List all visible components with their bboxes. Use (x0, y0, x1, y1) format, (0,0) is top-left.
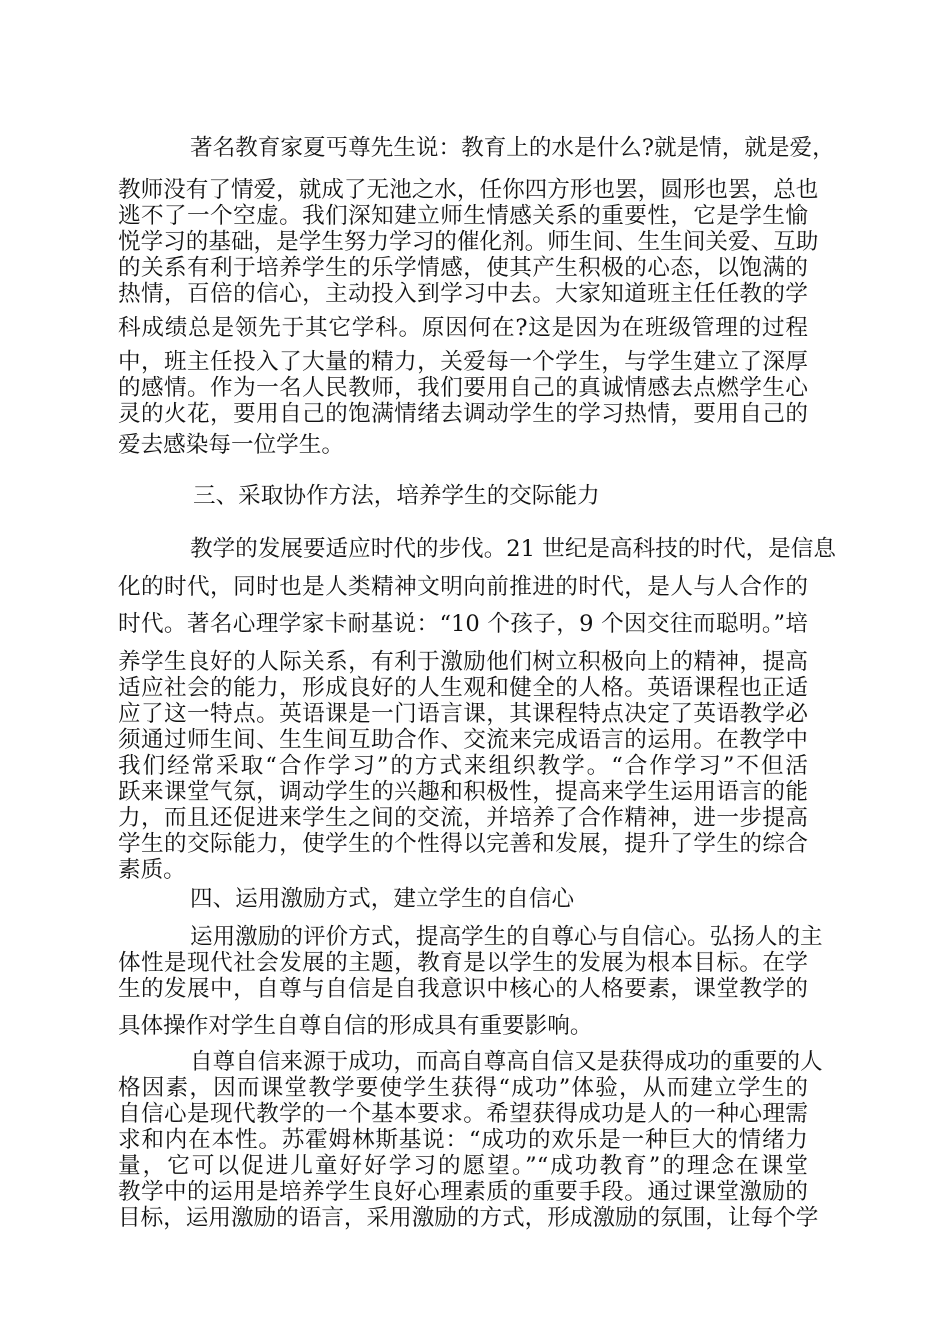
paragraph-line: 悦学习的基础，是学生努力学习的催化剂。师生间、生生间关爱、互助 (118, 229, 819, 255)
paragraph-line: 生的发展中，自尊与自信是自我意识中核心的人格要素，课堂教学的 (118, 976, 808, 1002)
paragraph-line: 学生的交际能力，使学生的个性得以完善和发展，提升了学生的综合 (118, 831, 808, 857)
paragraph-line: 应了这一特点。英语课是一门语言课，其课程特点决定了英语教学必 (118, 701, 808, 727)
paragraph-line: 教师没有了情爱，就成了无池之水，任你四方形也罢，圆形也罢，总也 (118, 177, 819, 203)
paragraph-line: 须通过师生间、生生间互助合作、交流来完成语言的运用。在教学中 (118, 727, 808, 753)
paragraph-line: 灵的火花，要用自己的饱满情绪去调动学生的学习热情，要用自己的 (118, 401, 808, 427)
paragraph-line: 中，班主任投入了大量的精力，关爱每一个学生，与学生建立了深厚 (118, 349, 808, 375)
paragraph-line: 素质。 (118, 857, 186, 883)
section-heading: 四、运用激励方式，建立学生的自信心 (190, 886, 575, 912)
paragraph-line: 具体操作对学生自尊自信的形成具有重要影响。 (118, 1013, 593, 1039)
paragraph-line: 力，而且还促进来学生之间的交流，并培养了合作精神，进一步提高 (118, 805, 808, 831)
paragraph-line: 量，它可以促进儿童好好学习的愿望。”“成功教育”的理念在课堂 (118, 1153, 808, 1179)
paragraph-line: 我们经常采取“合作学习”的方式来组织教学。“合作学习”不但活 (118, 753, 808, 779)
paragraph-line: 化的时代，同时也是人类精神文明向前推进的时代，是人与人合作的 (118, 574, 808, 600)
paragraph-line: 热情，百倍的信心，主动投入到学习中去。大家知道班主任任教的学 (118, 281, 808, 307)
paragraph-line: 的感情。作为一名人民教师，我们要用自己的真诚情感去点燃学生心 (118, 375, 808, 401)
paragraph-line: 著名教育家夏丐尊先生说：教育上的水是什么?就是情，就是爱， (190, 135, 835, 161)
paragraph-line: 适应社会的能力，形成良好的人生观和健全的人格。英语课程也正适 (118, 675, 808, 701)
paragraph-line: 运用激励的评价方式，提高学生的自尊心与自信心。弘扬人的主 (190, 924, 823, 950)
section-heading: 三、采取协作方法，培养学生的交际能力 (193, 483, 600, 509)
paragraph-line: 科成绩总是领先于其它学科。原因何在?这是因为在班级管理的过程 (118, 315, 808, 341)
paragraph-line: 跃来课堂气氛，调动学生的兴趣和积极性，提高来学生运用语言的能 (118, 779, 808, 805)
paragraph-line: 教学的发展要适应时代的步伐。21 世纪是高科技的时代，是信息 (190, 536, 836, 562)
paragraph-line: 逃不了一个空虚。我们深知建立师生情感关系的重要性，它是学生愉 (118, 203, 808, 229)
paragraph-line: 自尊自信来源于成功，而高自尊高自信又是获得成功的重要的人 (190, 1049, 823, 1075)
paragraph-line: 自信心是现代教学的一个基本要求。希望获得成功是人的一种心理需 (118, 1101, 808, 1127)
paragraph-line: 目标，运用激励的语言，采用激励的方式，形成激励的氛围，让每个学 (118, 1205, 819, 1231)
paragraph-line: 养学生良好的人际关系，有利于激励他们树立积极向上的精神，提高 (118, 649, 808, 675)
paragraph-line: 格因素，因而课堂教学要使学生获得“成功”体验，从而建立学生的 (118, 1075, 808, 1101)
paragraph-line: 求和内在本性。苏霍姆林斯基说：“成功的欢乐是一种巨大的情绪力 (118, 1127, 808, 1153)
paragraph-line: 教学中的运用是培养学生良好心理素质的重要手段。通过课堂激励的 (118, 1179, 808, 1205)
paragraph-line: 体性是现代社会发展的主题，教育是以学生的发展为根本目标。在学 (118, 950, 808, 976)
paragraph-line: 的关系有利于培养学生的乐学情感，使其产生积极的心态，以饱满的 (118, 255, 808, 281)
paragraph-line: 爱去感染每一位学生。 (118, 432, 344, 458)
paragraph-line: 时代。著名心理学家卡耐基说：“10 个孩子，9 个因交往而聪明。”培 (118, 611, 808, 637)
